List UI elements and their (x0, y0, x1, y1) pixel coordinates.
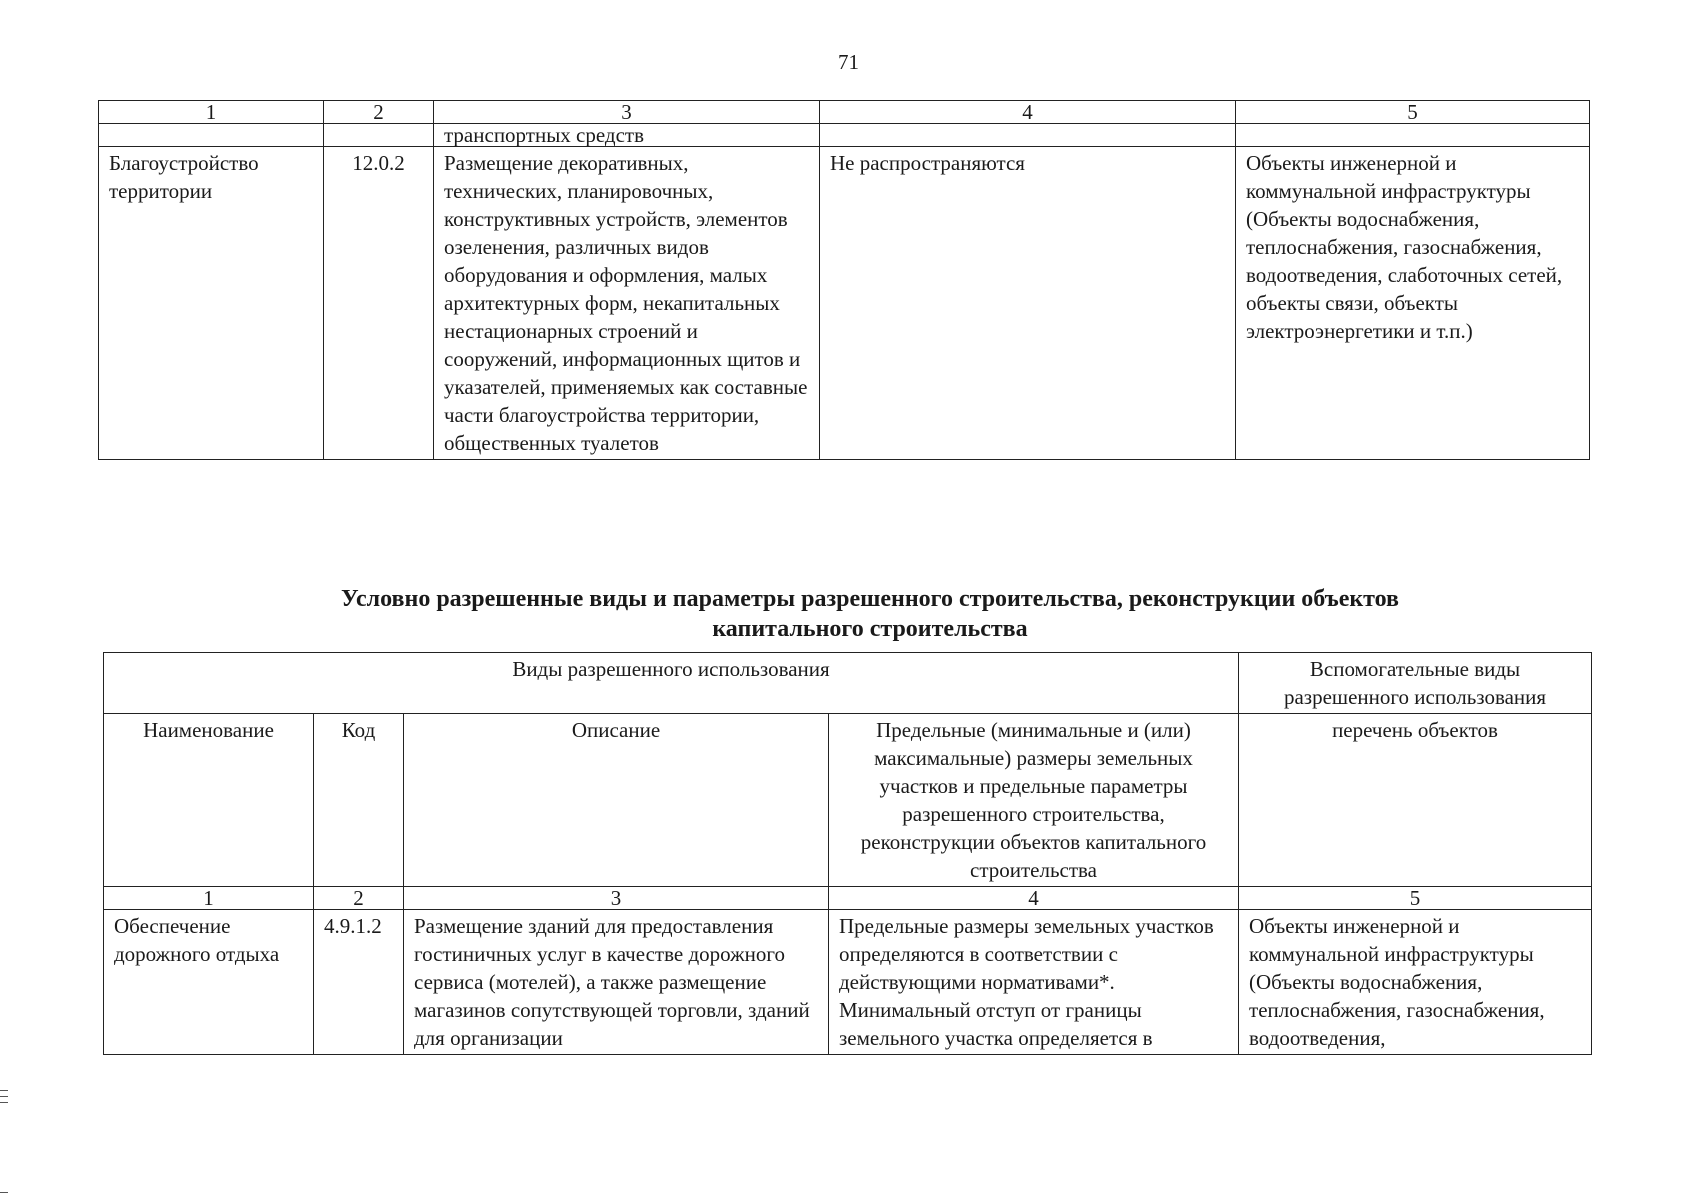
scan-margin-mark (0, 1096, 8, 1097)
auxiliary-objects: Объекты инженерной и коммунальной инфраструктуры (Объекты водоснабжения, теплоснабжения, газоснабжения, водоотведения, слаботочных сетей, объекты связи, объекты электроэнергетики и т.п.) (1236, 147, 1590, 460)
table-row (104, 910, 1592, 1055)
section-heading-line1: Условно разрешенные виды и параметры разрешенного строительства, реконструкции объектов (340, 586, 1400, 612)
conditionally-permitted-uses-table (103, 652, 1592, 1055)
scan-margin-mark (0, 1192, 8, 1193)
use-name: Обеспечение дорожного отдыха (104, 910, 314, 1055)
permitted-uses-table-continued (98, 100, 1590, 460)
use-code: 12.0.2 (324, 147, 434, 460)
col-number-1: 1 (104, 887, 314, 910)
section-heading (0, 584, 1697, 644)
col-number-5: 5 (1239, 887, 1592, 910)
col-number-4: 4 (820, 101, 1236, 124)
use-parameters-line1: Предельные размеры земельных участков определяются в соответствии с действующими нормативами*. (839, 914, 1214, 994)
column-header-row (104, 714, 1592, 887)
scan-margin-mark (0, 1090, 8, 1091)
col-number-5: 5 (1236, 101, 1590, 124)
continuation-description: транспортных средств (434, 124, 820, 147)
column-number-row (104, 887, 1592, 910)
auxiliary-uses-header: Вспомогательные виды разрешенного использования (1239, 653, 1592, 714)
scan-margin-mark (0, 1102, 8, 1103)
header-name: Наименование (104, 714, 314, 887)
col-number-1: 1 (99, 101, 324, 124)
col-number-2: 2 (324, 101, 434, 124)
header-code: Код (314, 714, 404, 887)
use-parameters-line2: Минимальный отступ от границы земельного участка определяется в (839, 998, 1153, 1050)
auxiliary-objects: Объекты инженерной и коммунальной инфраструктуры (Объекты водоснабжения, теплоснабжения, газоснабжения, водоотведения, (1239, 910, 1592, 1055)
use-parameters (829, 910, 1239, 1055)
table-row (99, 147, 1590, 460)
col-number-2: 2 (314, 887, 404, 910)
col-number-4: 4 (829, 887, 1239, 910)
permitted-uses-group-header: Виды разрешенного использования (104, 653, 1239, 714)
col-number-3: 3 (434, 101, 820, 124)
page-number: 71 (838, 50, 859, 74)
header-objects-list: перечень объектов (1239, 714, 1592, 887)
use-name: Благоустройство территории (99, 147, 324, 460)
column-number-row (99, 101, 1590, 124)
use-description: Размещение декоративных, технических, планировочных, конструктивных устройств, элементов озеленения, различных видов оборудования и оформления, малых архитектурных форм, некапитальных нестационарных строений и сооружений, информационных щитов и указателей, применяемых как составные части благоустройства территории, общественных туалетов (434, 147, 820, 460)
col-number-3: 3 (404, 887, 829, 910)
continuation-row (99, 124, 1590, 147)
use-parameters: Не распространяются (820, 147, 1236, 460)
use-description: Размещение зданий для предоставления гостиничных услуг в качестве дорожного сервиса (мотелей), а также размещение магазинов сопутствующей торговли, зданий для организации (404, 910, 829, 1055)
header-parameters: Предельные (минимальные и (или) максимальные) размеры земельных участков и предельные параметры разрешенного строительства, реконструкции объектов капитального строительства (829, 714, 1239, 887)
use-code: 4.9.1.2 (314, 910, 404, 1055)
section-heading-line2: капитального строительства (712, 616, 1028, 642)
group-header-row (104, 653, 1592, 714)
header-description: Описание (404, 714, 829, 887)
